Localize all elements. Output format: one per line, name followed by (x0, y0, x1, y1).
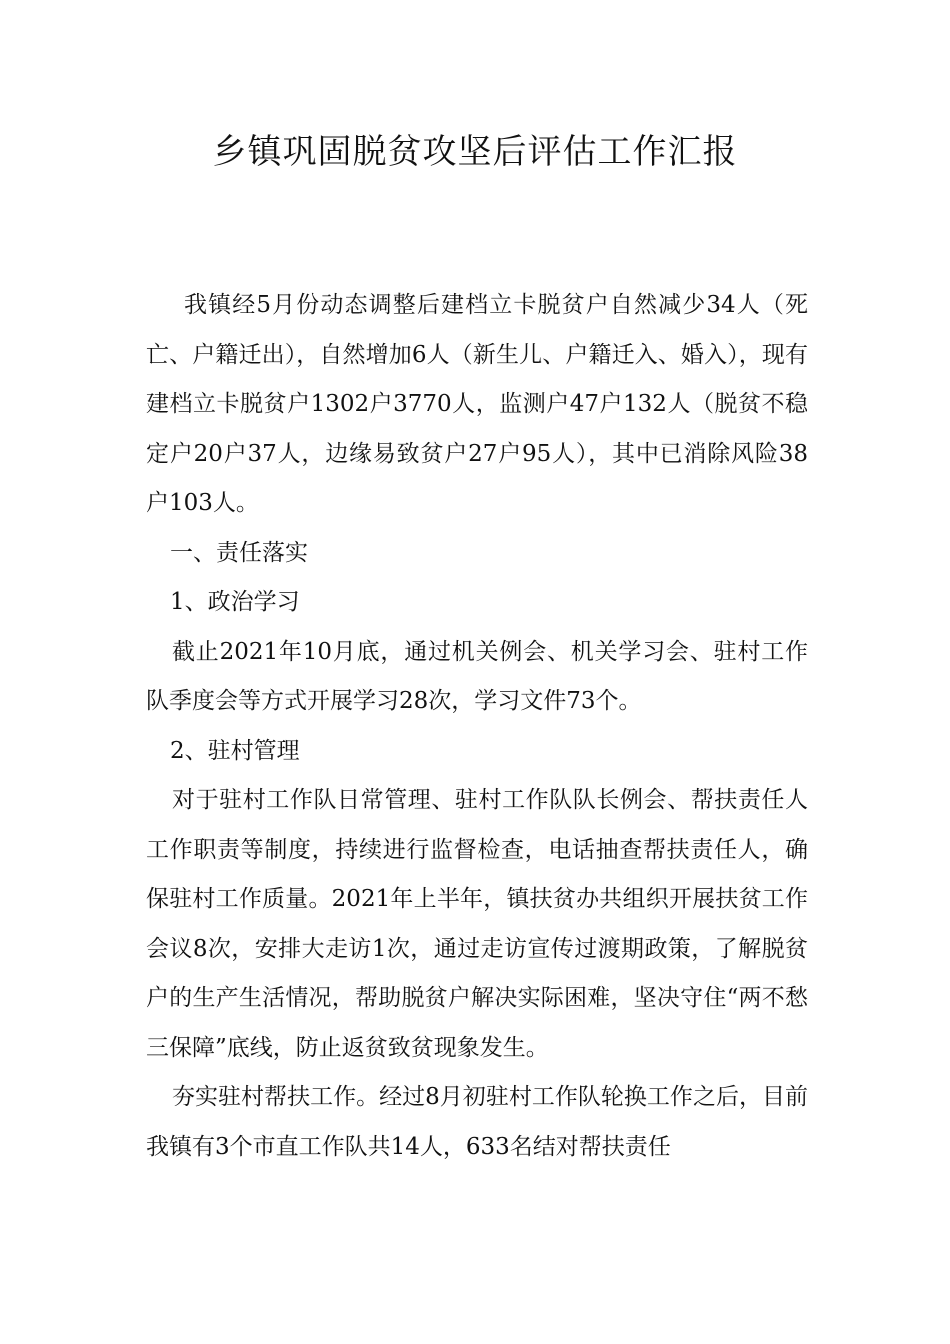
paragraph-village-management: 对于驻村工作队日常管理、驻村工作队队长例会、帮扶责任人工作职责等制度，持续进行监督检查，电话抽查帮扶责任人，确保驻村工作质量。2021年上半年，镇扶贫办共组织开展扶贫工作会议8次，安排大走访1次，通过走访宣传过渡期政策，了解脱贫户的生产生活情况，帮助脱贫户解决实际困难，坚决守住“两不愁三保障”底线，防止返贫致贫现象发生。 (146, 787, 808, 1061)
document-title: 乡镇巩固脱贫攻坚后评估工作汇报 (212, 132, 738, 172)
subheading-political-study: 1、政治学习 (170, 589, 300, 615)
subheading-village-management: 2、驻村管理 (170, 737, 300, 764)
paragraph-overview: 我镇经5月份动态调整后建档立卡脱贫户自然减少34人（死亡、户籍迁出），自然增加6人（新生儿、户籍迁入、婚入），现有建档立卡脱贫户1302户3770人，监测户47户132人（脱贫不稳定户20户37人，边缘易致贫户27户95人），其中已消除风险38户103人。 (146, 292, 808, 516)
paragraph-village-assistance: 夯实驻村帮扶工作。经过8月初驻村工作队轮换工作之后，目前我镇有3个市直工作队共14人，633名结对帮扶责任 (146, 1084, 808, 1160)
document-body (146, 281, 808, 1172)
section-heading-responsibility: 一、责任落实 (170, 539, 308, 566)
paragraph-political-study: 截止2021年10月底，通过机关例会、机关学习会、驻村工作队季度会等方式开展学习28次，学习文件73个。 (146, 638, 808, 714)
